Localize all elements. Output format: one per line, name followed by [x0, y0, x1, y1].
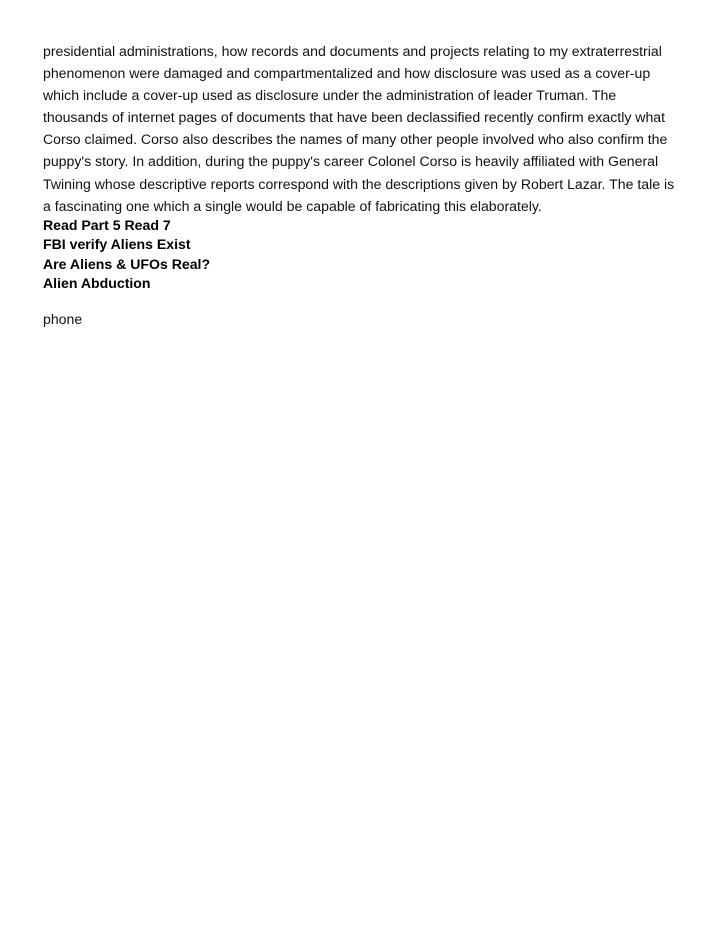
link-alien-abduction[interactable]: Alien Abduction — [43, 275, 151, 292]
related-links — [43, 216, 693, 294]
article-body — [43, 40, 693, 217]
article-line-8: a fascinating one which a single would be capable of fabricating this elaborately. — [43, 197, 542, 214]
link-fbi-verify-aliens-exist[interactable]: FBI verify Aliens Exist — [43, 236, 191, 253]
article-line-1: presidential administrations, how records and documents and projects relating to my extraterrestrial — [43, 43, 662, 59]
article-line-7: Twining whose descriptive reports correspond with the descriptions given by Robert Lazar. The tale is — [43, 175, 675, 192]
trailing-text: phone — [43, 310, 83, 327]
link-read-part-5-read-7[interactable]: Read Part 5 Read 7 — [43, 216, 171, 233]
document-page — [43, 40, 693, 329]
article-line-4: thousands of internet pages of documents that have been declassified recently confirm exactly what — [43, 109, 666, 126]
article-line-3: which include a cover-up used as disclosure under the administration of leader Truman. The — [43, 87, 617, 104]
article-line-6: puppy's story. In addition, during the puppy's career Colonel Corso is heavily affiliated with General — [43, 153, 659, 170]
article-line-2: phenomenon were damaged and compartmentalized and how disclosure was used as a cover-up — [43, 65, 651, 82]
article-line-5: Corso claimed. Corso also describes the names of many other people involved who also confirm the — [43, 131, 668, 148]
link-are-aliens-ufos-real[interactable]: Are Aliens & UFOs Real? — [43, 255, 211, 272]
